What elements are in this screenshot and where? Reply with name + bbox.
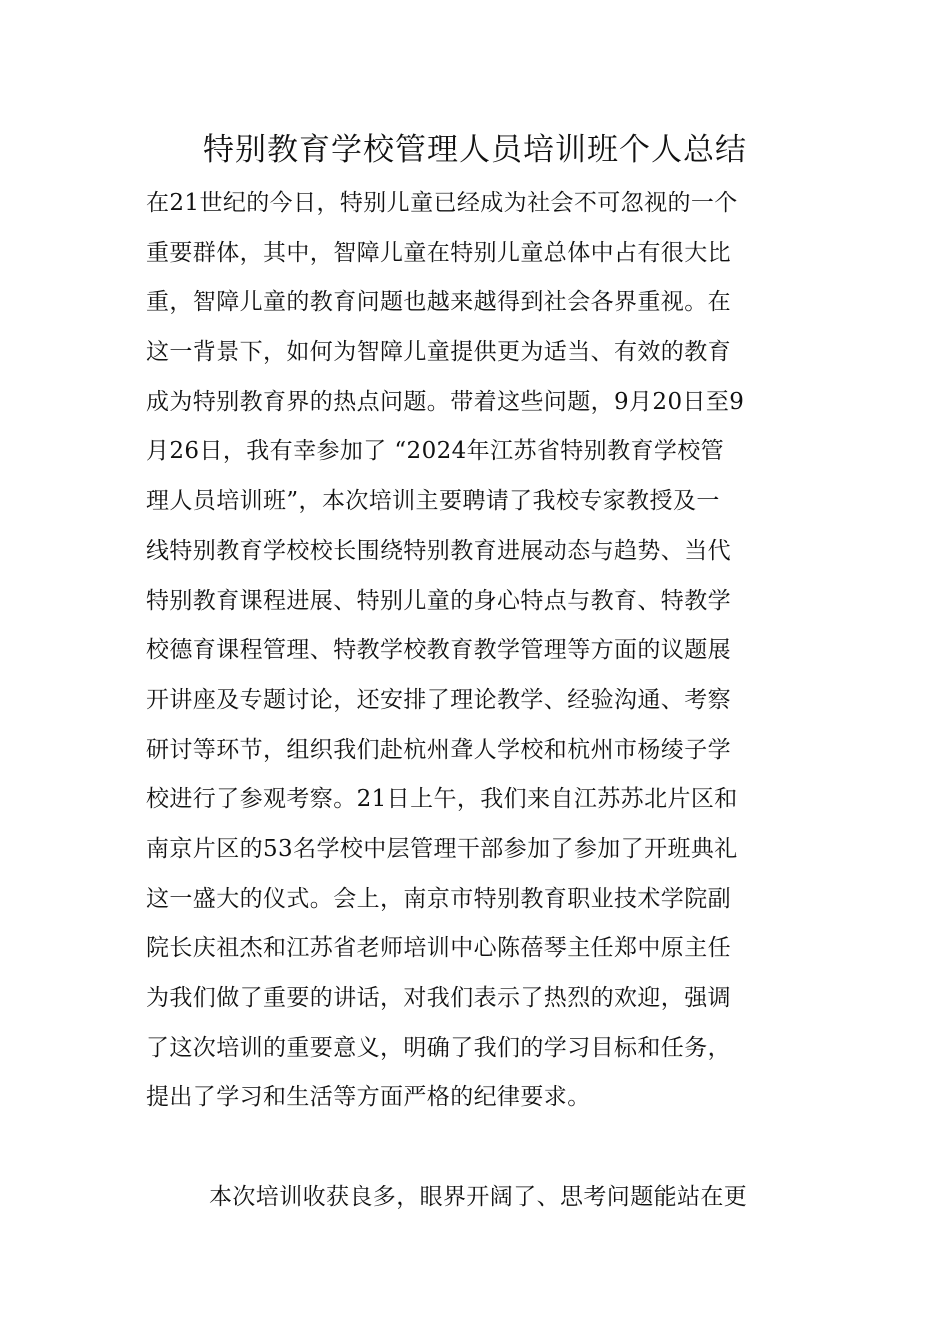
text-line: 成为特别教育界的热点问题。带着这些问题，9月20日至9 bbox=[146, 388, 745, 415]
paragraph-2 bbox=[146, 1173, 816, 1223]
text-line: 这一盛大的仪式。会上，南京市特别教育职业技术学院副 bbox=[146, 885, 731, 912]
document-title: 特别教育学校管理人员培训班个人总结 bbox=[203, 132, 747, 168]
text-line: 校进行了参观考察。21日上午，我们来自江苏苏北片区和 bbox=[146, 786, 738, 813]
paragraph-1 bbox=[146, 179, 816, 1123]
text-line: 本次培训收获良多，眼界开阔了、思考问题能站在更 bbox=[209, 1184, 748, 1210]
text-line: 开讲座及专题讨论，还安排了理论教学、经验沟通、考察 bbox=[146, 686, 731, 713]
text-line: 这一背景下，如何为智障儿童提供更为适当、有效的教育 bbox=[146, 339, 731, 366]
text-line: 线特别教育学校校长围绕特别教育进展动态与趋势、当代 bbox=[146, 537, 731, 564]
text-line: 了这次培训的重要意义，明确了我们的学习目标和任务， bbox=[146, 1034, 731, 1061]
text-line: 为我们做了重要的讲话，对我们表示了热烈的欢迎，强调 bbox=[146, 985, 731, 1011]
text-line: 月26日，我有幸参加了 “2024年江苏省特别教育学校管 bbox=[146, 438, 725, 465]
text-line: 理人员培训班”，本次培训主要聘请了我校专家教授及一 bbox=[146, 488, 720, 515]
text-line: 在21世纪的今日，特别儿童已经成为社会不可忽视的一个 bbox=[146, 190, 738, 216]
text-line: 校德育课程管理、特教学校教育教学管理等方面的议题展 bbox=[146, 637, 731, 664]
text-line: 研讨等环节，组织我们赴杭州聋人学校和杭州市杨绫子学 bbox=[146, 736, 731, 763]
text-line: 提出了学习和生活等方面严格的纪律要求。 bbox=[146, 1084, 591, 1111]
text-line: 重，智障儿童的教育问题也越来越得到社会各界重视。在 bbox=[146, 289, 731, 316]
text-line: 重要群体，其中，智障儿童在特别儿童总体中占有很大比 bbox=[146, 239, 731, 266]
text-line: 院长庆祖杰和江苏省老师培训中心陈蓓琴主任郑中原主任 bbox=[146, 935, 731, 962]
text-line: 南京片区的53名学校中层管理干部参加了参加了开班典礼 bbox=[146, 835, 738, 862]
text-line: 特别教育课程进展、特别儿童的身心特点与教育、特教学 bbox=[146, 587, 731, 614]
